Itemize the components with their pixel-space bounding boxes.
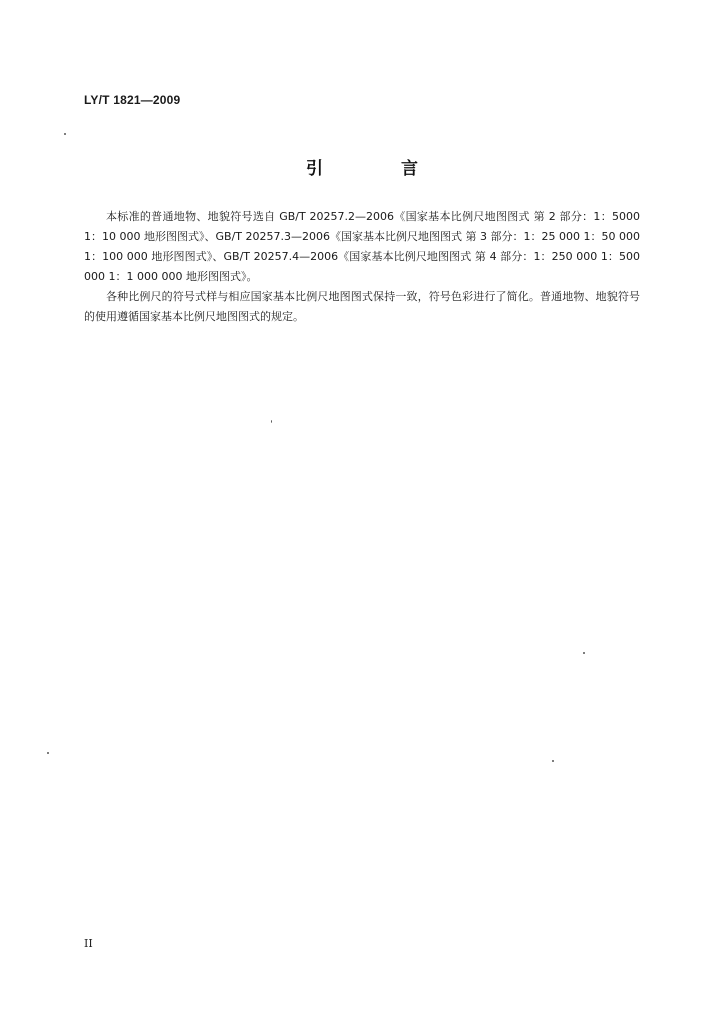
paragraph-symbol-style: 各种比例尺的符号式样与相应国家基本比例尺地图图式保持一致，符号色彩进行了简化。普通地物、地貌符号的使用遵循国家基本比例尺地图图式的规定。: [84, 290, 640, 323]
scan-speck: [552, 760, 554, 762]
scan-speck: [583, 652, 585, 654]
page-number: II: [84, 937, 93, 950]
standard-code-header: LY/T 1821—2009: [84, 93, 181, 107]
scan-speck: [64, 133, 66, 135]
body-text: [84, 207, 640, 327]
scan-speck: [271, 420, 272, 423]
scan-speck: [47, 752, 49, 754]
section-title: 引 言: [306, 159, 454, 179]
paragraph-source-standards: 本标准的普通地物、地貌符号选自 GB/T 20257.2—2006《国家基本比例尺地图图式 第 2 部分：1：5000 1：10 000 地形图图式》、GB/T 20257.3—2006《国家基本比例尺地图图式 第 3 部分：1：25 000 1：50 000 1：100 000 地形图图式》、GB/T 20257.4—2006《国家基本比例尺地图图式 第 4 部分：1：250 000 1：500 000 1：1 000 000 地形图图式》。: [84, 210, 640, 283]
